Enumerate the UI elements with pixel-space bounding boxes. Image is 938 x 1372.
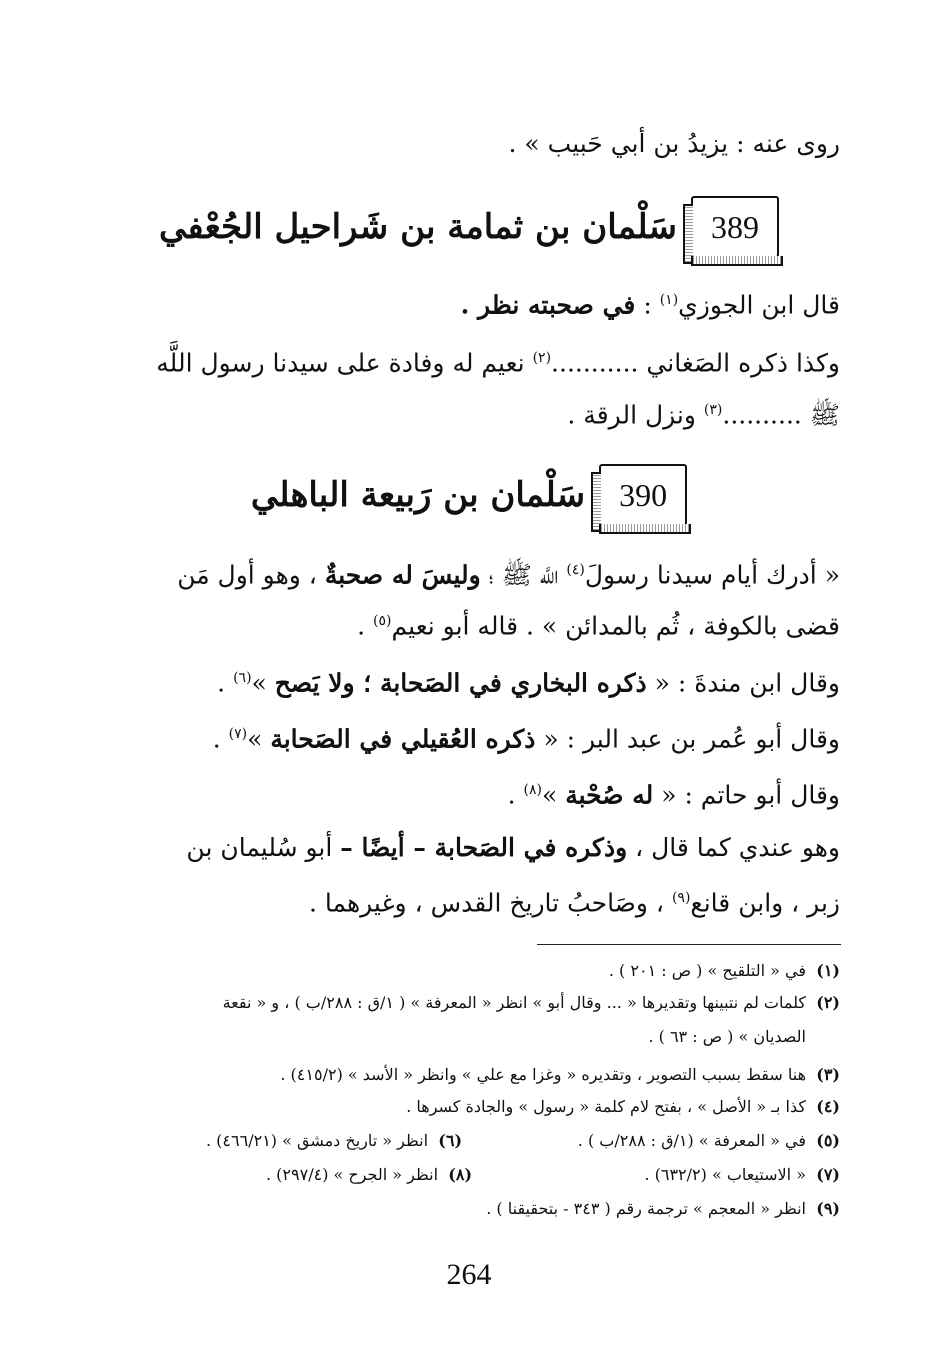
footnote-text: هنا سقط بسبب التصوير ، وتقديره « وغزا مع علي » وانظر « الأسد » (٤١٥/٢) .: [280, 1065, 806, 1084]
text-span: .: [507, 780, 524, 810]
footnote-text: انظر « الجرح » (٢٩٧/٤) .: [266, 1165, 439, 1184]
text-span: روى عنه : يزيدُ بن أبي حَبيب » .: [508, 129, 840, 158]
footnote-ref: (٩): [671, 890, 691, 906]
footnote-2-continued: [96, 1024, 806, 1050]
text-line: [96, 603, 840, 644]
text-line: [96, 830, 840, 866]
footnote-ref: (٨): [523, 782, 542, 798]
footnote-ref: (٤): [566, 562, 585, 578]
footnote-ref: (٣): [703, 402, 723, 418]
footnote-8: [266, 1162, 472, 1188]
footnote-text: كذا بـ « الأصل » ، بفتح لام كلمة « رسول » والجادة كسرها .: [406, 1097, 806, 1116]
entry-number-box: [599, 464, 687, 526]
footnote-ref: (٥): [373, 613, 392, 629]
text-line: [96, 660, 840, 701]
footnote-number: (٨): [448, 1165, 473, 1184]
text-span: ﷺ ..........: [722, 400, 840, 430]
text-span: :: [635, 290, 660, 320]
text-span: .: [212, 724, 229, 754]
footnote-6: [206, 1128, 462, 1154]
footnote-number: (٤): [816, 1097, 840, 1116]
entry-number: 390: [619, 476, 668, 513]
text-line: [96, 772, 840, 813]
footnote-text: « الاستيعاب » (٦٣٢/٢) .: [644, 1165, 806, 1184]
text-span: اللَّه ﷺ ؛: [480, 560, 567, 590]
text-line: [96, 282, 840, 323]
footnote-ref: (٦): [233, 670, 252, 686]
text-span: وقال أبو حاتم : «: [653, 780, 840, 810]
entry-number-box: [691, 196, 779, 258]
bold-text: وذكره في الصَحابة – أيضًا –: [340, 833, 628, 862]
footnote-7-8: [96, 1162, 840, 1188]
text-span: ونزل الرقة .: [567, 400, 704, 430]
footnote-number: (٣): [816, 1065, 840, 1084]
text-span: قال ابن الجوزي: [678, 290, 840, 320]
bold-text: ذكره البخاري في الصَحابة ؛ ولا يَصح: [274, 668, 647, 698]
text-line: [96, 716, 840, 757]
footnote-divider: [537, 944, 841, 945]
text-span: زبر ، وابن قانع: [690, 888, 840, 918]
text-span: وكذا ذكره الصَغاني ...........: [551, 348, 840, 378]
text-line: [96, 392, 840, 433]
bold-text: له صُحْبة: [565, 780, 654, 810]
footnote-3: [96, 1062, 840, 1088]
text-span: قضى بالكوفة ، ثُم بالمدائن » . قاله أبو نعيم: [391, 611, 840, 641]
footnote-text: في « المعرفة » (١/ق : ٢٨٨/ب ) .: [577, 1131, 806, 1150]
text-span: ، وهو أول مَن: [177, 560, 325, 590]
footnote-ref: (٧): [228, 726, 248, 742]
text-span: وقال أبو عُمر بن عبد البر : «: [535, 724, 840, 754]
footnote-9: [96, 1196, 840, 1222]
text-span: وقال ابن مندةَ : «: [646, 668, 840, 698]
text-span: وهو عندي كما قال ،: [627, 833, 840, 862]
entry-heading-389: [96, 190, 842, 264]
text-span: أبو سُليمان بن: [186, 833, 341, 862]
entry-title: سَلْمان بن رَبيعة الباهلي: [250, 475, 586, 515]
text-span: »: [251, 668, 275, 698]
footnote-number: (٧): [816, 1165, 840, 1184]
bold-text: في صحبته نظر .: [460, 290, 636, 320]
text-span: .: [217, 668, 234, 698]
entry-title: سَلْمان بن ثمامة بن شَراحيل الجُعْفي: [159, 207, 677, 247]
footnote-1: [96, 958, 840, 984]
bold-text: ذكره العُقيلي في الصَحابة: [270, 724, 536, 754]
footnote-text: الصديان » ( ص : ٦٣ ) .: [648, 1027, 806, 1046]
footnote-ref: (١): [659, 292, 679, 308]
footnote-number: (٦): [438, 1131, 463, 1150]
footnote-2: [96, 990, 840, 1016]
entry-heading-390: [96, 458, 842, 532]
text-span: ، وصَاحبُ تاريخ القدس ، وغيرهما .: [308, 888, 672, 918]
text-span: « أدرك أيام سيدنا رسولَ: [584, 560, 840, 590]
footnote-text: انظر « المعجم » ترجمة رقم ( ٣٤٣ - بتحقيقنا ) .: [486, 1199, 806, 1218]
text-line: [96, 340, 840, 381]
text-span: نعيم له وفادة على سيدنا رسول اللَّه: [156, 348, 533, 378]
footnote-5-6: [96, 1128, 840, 1154]
text-line: [96, 552, 840, 593]
text-span: »: [541, 780, 566, 810]
bold-text: وليسَ له صحبةٌ: [324, 560, 481, 590]
footnote-ref: (٢): [532, 350, 552, 366]
text-span: .: [357, 611, 374, 641]
footnote-text: انظر « تاريخ دمشق » (٤٦٦/٢١) .: [206, 1131, 429, 1150]
entry-number: 389: [710, 208, 759, 245]
footnote-number: (٥): [816, 1131, 840, 1150]
footnote-text: في « التلقيح » ( ص : ٢٠١ ) .: [608, 961, 806, 980]
footnote-text: كلمات لم نتبينها وتقديرها « ... وقال أبو » انظر « المعرفة » ( ١/ق : ٢٨٨/ب ) ، و « نقعة: [222, 993, 806, 1012]
footnote-number: (٩): [816, 1199, 840, 1218]
footnote-number: (١): [816, 961, 840, 980]
footnote-number: (٢): [816, 993, 840, 1012]
footnote-4: [96, 1094, 840, 1120]
text-line: [96, 880, 840, 921]
text-line-narrator: [96, 126, 840, 162]
page-number: 264: [446, 1258, 492, 1291]
text-span: »: [247, 724, 271, 754]
